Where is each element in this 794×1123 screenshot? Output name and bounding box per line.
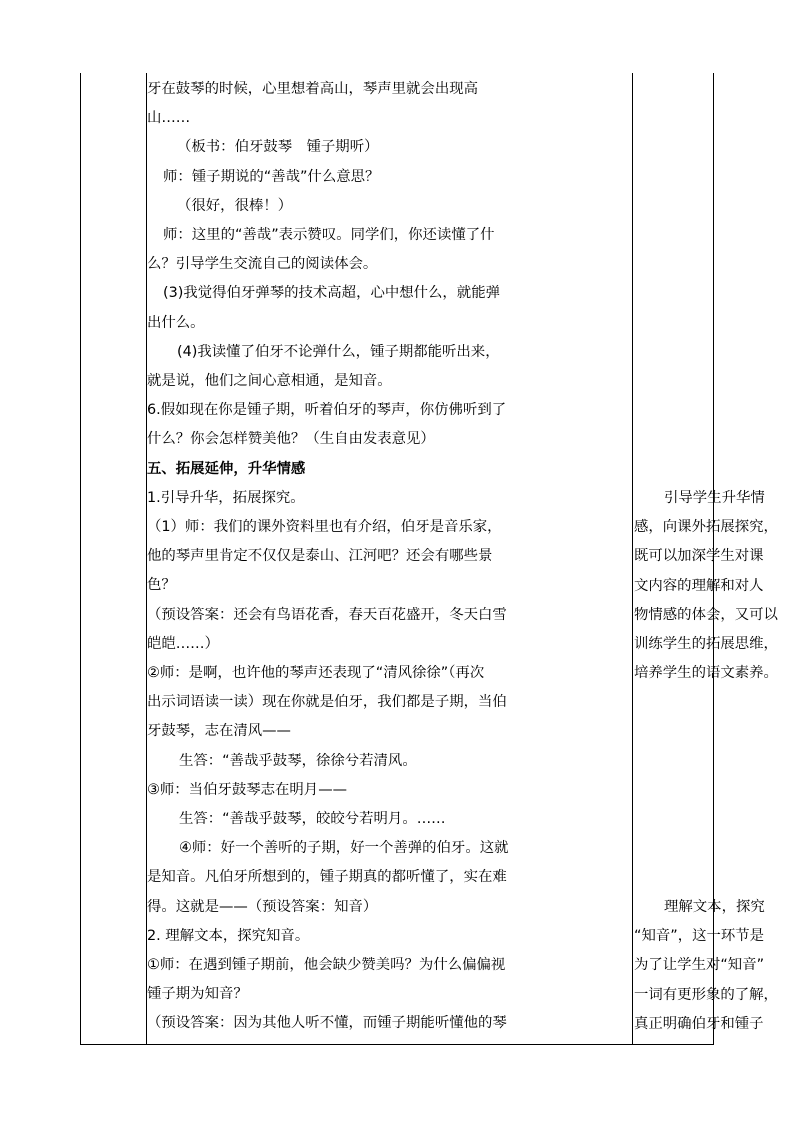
text-line: ②师：是啊，也许他的琴声还表现了“清风徐徐”（再次 (147, 665, 485, 681)
design-note-line: 文内容的理解和对人 (634, 577, 764, 594)
text-line: 什么？你会怎样赞美他？（生自由发表意见） (147, 431, 435, 448)
lesson-plan-table (80, 73, 778, 1045)
text-line: (3)我觉得伯牙弹琴的技术高超，心中想什么，就能弹 (163, 285, 500, 302)
text-line: 师：锺子期说的“善哉”什么意思？ (163, 168, 380, 185)
text-line: 出示词语读一读）现在你就是伯牙，我们都是子期，当伯 (147, 694, 507, 711)
text-line: 得。这就是——（预设答案：知音） (147, 898, 378, 915)
text-line: 2. 理解文本，探究知音。 (147, 927, 310, 944)
text-line: 出什么。 (147, 314, 205, 331)
table-left-border (80, 73, 81, 1045)
text-line: 生答：“善哉乎鼓琴，皎皎兮若明月。…… (179, 811, 446, 827)
text-line: 他的琴声里肯定不仅仅是泰山、江河吧？还会有哪些景 (147, 548, 493, 565)
text-line: （预设答案：还会有鸟语花香，春天百花盛开，冬天白雪 (147, 606, 507, 623)
section-heading: 五、拓展延伸，升华情感 (147, 460, 306, 477)
design-note-line: 既可以加深学生对课 (634, 548, 764, 565)
text-line: 么？引导学生交流自己的阅读体会。 (147, 256, 378, 273)
design-note-line: 真正明确伯牙和锺子 (634, 1015, 764, 1032)
design-note-line: 训练学生的拓展思维， (634, 636, 778, 652)
text-line: （板书：伯牙鼓琴 锺子期听） (177, 139, 379, 156)
design-note-line: 一词有更形象的了解， (634, 986, 778, 1003)
text-line: ③师：当伯牙鼓琴志在明月—— (147, 781, 347, 798)
design-note-line: 感，向课外拓展探究， (634, 519, 778, 536)
text-line: 生答：“善哉乎鼓琴，徐徐兮若清风。 (179, 752, 417, 769)
design-intent-column (634, 73, 778, 1045)
design-note-line: 引导学生升华情 (664, 490, 765, 506)
text-line: 师：这里的“善哉”表示赞叹。同学们，你还读懂了什 (163, 227, 495, 243)
design-note-line: 理解文本，探究 (664, 899, 765, 915)
design-note-line: 培养学生的语文素养。 (634, 665, 778, 682)
text-line: ①师：在遇到锺子期前，他会缺少赞美吗？为什么偏偏视 (147, 957, 506, 973)
column-divider-2 (632, 73, 633, 1045)
text-line: （很好，很棒！） (177, 197, 293, 214)
text-line: ④师：好一个善听的子期，好一个善弹的伯牙。这就 (179, 840, 509, 857)
text-line: 牙鼓琴，志在清风—— (147, 723, 291, 740)
teaching-process-column (147, 73, 629, 1045)
text-line: 1.引导升华，拓展探究。 (147, 489, 305, 506)
design-note-line: 物情感的体会，又可以 (634, 606, 778, 623)
text-line: 皑皑……） (147, 635, 219, 652)
text-line: 色？ (147, 577, 176, 594)
text-line: 就是说，他们之间心意相通，是知音。 (147, 373, 392, 389)
text-line: 牙在鼓琴的时候，心里想着高山，琴声里就会出现高 (147, 81, 478, 97)
design-note-line: “知音”，这一环节是 (634, 928, 765, 945)
text-line: 山…… (147, 110, 191, 127)
text-line: (4)我读懂了伯牙不论弹什么，锺子期都能听出来， (177, 343, 500, 360)
text-line: 是知音。凡伯牙所想到的，锺子期真的都听懂了，实在难 (147, 869, 507, 886)
text-line: 锺子期为知音？ (147, 986, 248, 1003)
text-line: （1）师：我们的课外资料里也有介绍，伯牙是音乐家， (147, 519, 502, 535)
text-line: （预设答案：因为其他人听不懂，而锺子期能听懂他的琴 (147, 1015, 507, 1032)
text-line: 6.假如现在你是锺子期，听着伯牙的琴声，你仿佛听到了 (147, 402, 507, 419)
design-note-line: 为了让学生对“知音” (634, 957, 765, 974)
